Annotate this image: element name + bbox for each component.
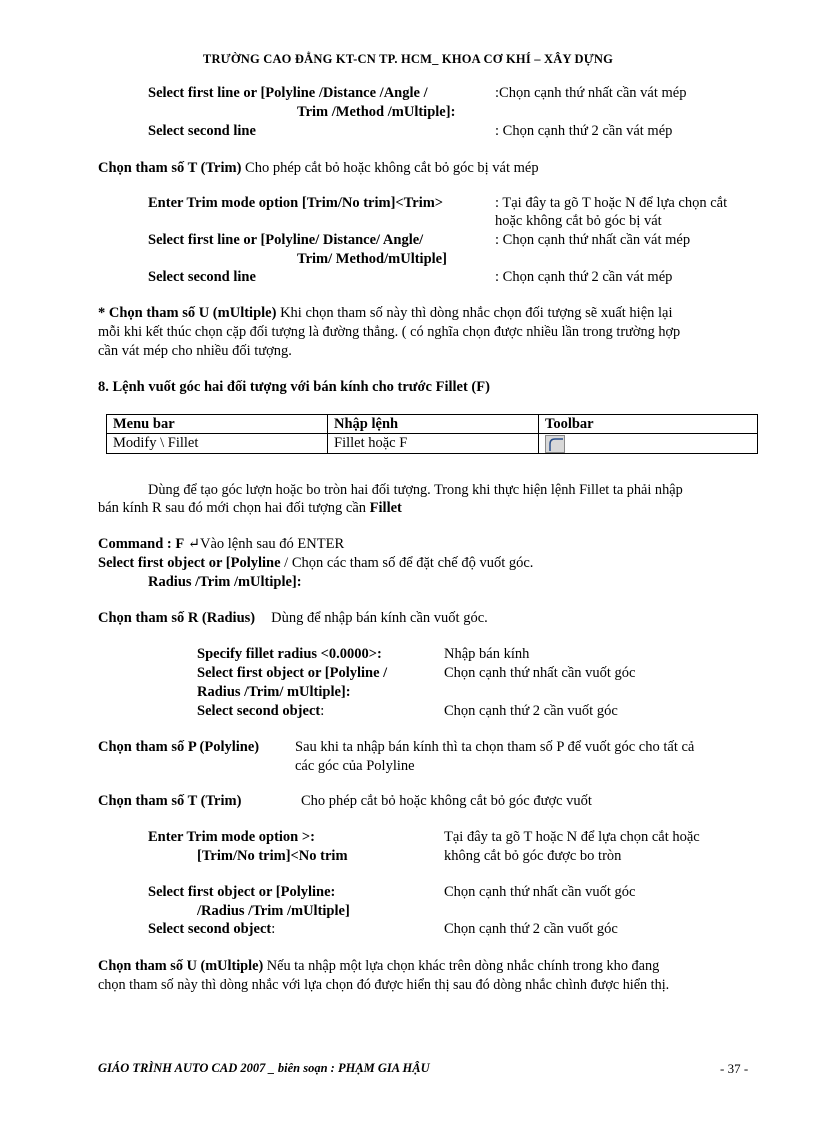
- multiple-chamfer-text-a: Khi chọn tham số này thì dòng nhắc chọn đối tượng sẽ xuất hiện lại: [276, 305, 673, 321]
- fillet-intro-line-b: [98, 499, 402, 518]
- radius-text: Dùng để nhập bán kính cần vuốt góc.: [271, 610, 488, 626]
- fillet-select-first-desc: Chọn cạnh thứ nhất cần vuốt góc: [444, 884, 636, 900]
- fillet-radius-desc: Nhập bán kính: [444, 646, 530, 662]
- select-second-line-cmd: Select second line: [148, 269, 256, 285]
- select-first-line-options: Trim/ Method/mUltiple]: [297, 251, 447, 267]
- fillet-trim-mode-desc-b: không cắt bỏ góc được bo tròn: [444, 848, 622, 864]
- multiple-fillet-text-a: Nếu ta nhập một lựa chọn khác trên dòng nhắc chính trong kho đang: [263, 958, 660, 974]
- radius-select-first-cmd: Select first object or [Polyline /: [197, 665, 388, 681]
- trim-chamfer-paragraph: [98, 159, 539, 178]
- fillet-intro-bold: Fillet: [369, 500, 402, 516]
- fillet-trim-mode-options: [Trim/No trim]<No trim: [197, 848, 348, 864]
- trim-mode-desc-b: hoặc không cắt bỏ góc bị vát: [495, 213, 662, 229]
- command-line: [98, 535, 344, 554]
- table-header-command: Nhập lệnh: [328, 415, 539, 434]
- chamfer-select-second-desc: : Chọn cạnh thứ 2 cần vát mép: [495, 123, 673, 139]
- fillet-select-second-colon: :: [271, 921, 276, 937]
- select-first-line-desc: : Chọn cạnh thứ nhất cần vát mép: [495, 232, 691, 248]
- fillet-select-first-cmd: Select first object or [Polyline:: [148, 884, 336, 900]
- fillet-intro-text: bán kính R sau đó mới chọn hai đối tượng cần: [98, 500, 370, 516]
- fillet-select-first-options: /Radius /Trim /mUltiple]: [197, 903, 350, 919]
- select-first-object-desc: / Chọn các tham số để đặt chế độ vuốt góc.: [280, 555, 534, 571]
- table-row: [107, 434, 758, 454]
- multiple-chamfer-line-c: cần vát mép cho nhiều đối tượng.: [98, 343, 292, 359]
- multiple-chamfer-line-b: mỗi khi kết thúc chọn cặp đối tượng là đường thẳng. ( có nghĩa chọn được nhiều lần trong trường hợp: [98, 324, 681, 340]
- table-header-toolbar: Toolbar: [539, 415, 758, 434]
- select-first-object-cmd: Select first object or [Polyline: [98, 555, 281, 571]
- multiple-fillet-line-a: [98, 957, 659, 976]
- radius-select-second-desc: Chọn cạnh thứ 2 cần vuốt góc: [444, 703, 618, 719]
- table-cell-menu-path: Modify \ Fillet: [107, 434, 328, 454]
- radius-label: Chọn tham số R (Radius): [98, 610, 256, 626]
- multiple-chamfer-label: * Chọn tham số U (mUltiple): [98, 305, 277, 321]
- radius-select-second-cmd: Select second object: [197, 703, 321, 719]
- radius-select-first-options: Radius /Trim/ mUltiple]:: [197, 684, 351, 700]
- radius-paragraph: [98, 609, 488, 628]
- fillet-select-second-cmd: Select second object: [148, 921, 272, 937]
- fillet-select-second-line: [148, 920, 275, 939]
- command-table: [106, 414, 758, 454]
- section-8-title: 8. Lệnh vuốt góc hai đối tượng với bán kính cho trước Fillet (F): [98, 379, 490, 395]
- polyline-text-b: các góc của Polyline: [295, 758, 415, 774]
- multiple-fillet-line-b: chọn tham số này thì dòng nhắc với lựa chọn đó được hiển thị sau đó dòng nhắc chình được hiển thị.: [98, 977, 670, 993]
- trim-fillet-label: Chọn tham số T (Trim): [98, 793, 242, 809]
- trim-mode-desc-a: : Tại đây ta gõ T hoặc N để lựa chọn cắt: [495, 195, 728, 211]
- polyline-text-a: Sau khi ta nhập bán kính thì ta chọn tham số P để vuốt góc cho tất cả: [295, 739, 695, 755]
- fillet-trim-mode-desc-a: Tại đây ta gõ T hoặc N để lựa chọn cắt hoặc: [444, 829, 700, 845]
- select-first-object-line: [98, 554, 533, 573]
- fillet-select-second-desc: Chọn cạnh thứ 2 cần vuốt góc: [444, 921, 618, 937]
- table-cell-toolbar: [539, 434, 758, 454]
- table-header-menu-bar: Menu bar: [107, 415, 328, 434]
- multiple-fillet-label: Chọn tham số U (mUltiple): [98, 958, 264, 974]
- fillet-icon[interactable]: [545, 435, 565, 453]
- chamfer-select-first-cmd: Select first line or [Polyline /Distance /Angle /: [148, 85, 428, 101]
- command-desc: ↵Vào lệnh sau đó ENTER: [184, 536, 345, 552]
- table-cell-command: Fillet hoặc F: [328, 434, 539, 454]
- command-label: Command : F: [98, 536, 185, 552]
- chamfer-select-second-cmd: Select second line: [148, 123, 256, 139]
- footer-title: GIÁO TRÌNH AUTO CAD 2007 _ biên soạn : PHẠM GIA HẬU: [98, 1061, 430, 1075]
- fillet-trim-mode-cmd: Enter Trim mode option >:: [148, 829, 315, 845]
- radius-select-second-colon: :: [320, 703, 325, 719]
- select-second-line-desc: : Chọn cạnh thứ 2 cần vát mép: [495, 269, 673, 285]
- trim-mode-cmd: Enter Trim mode option [Trim/No trim]<Trim>: [148, 195, 444, 211]
- page-header: TRƯỜNG CAO ĐẲNG KT-CN TP. HCM_ KHOA CƠ KHÍ – XÂY DỰNG: [202, 52, 614, 66]
- polyline-label: Chọn tham số P (Polyline): [98, 739, 260, 755]
- fillet-intro-line-a: Dùng để tạo góc lượn hoặc bo tròn hai đối tượng. Trong khi thực hiện lệnh Fillet ta phải nhập: [148, 482, 683, 498]
- radius-select-first-desc: Chọn cạnh thứ nhất cần vuốt góc: [444, 665, 636, 681]
- multiple-chamfer-line-a: [98, 304, 673, 323]
- chamfer-select-first-desc: :Chọn cạnh thứ nhất cần vát mép: [495, 85, 687, 101]
- trim-chamfer-label: Chọn tham số T (Trim): [98, 160, 242, 176]
- table-header-row: [107, 415, 758, 434]
- radius-select-second-line: [197, 702, 324, 721]
- chamfer-select-first-options: Trim /Method /mUltiple]:: [297, 104, 456, 120]
- select-first-line-cmd: Select first line or [Polyline/ Distance/ Angle/: [148, 232, 424, 248]
- fillet-radius-cmd: Specify fillet radius <0.0000>:: [197, 646, 382, 662]
- select-first-object-options: Radius /Trim /mUltiple]:: [148, 574, 302, 590]
- page-number: - 37 -: [720, 1061, 749, 1076]
- trim-chamfer-text: Cho phép cắt bỏ hoặc không cắt bỏ góc bị vát mép: [241, 160, 539, 176]
- trim-fillet-text: Cho phép cắt bỏ hoặc không cắt bỏ góc được vuốt: [301, 793, 592, 809]
